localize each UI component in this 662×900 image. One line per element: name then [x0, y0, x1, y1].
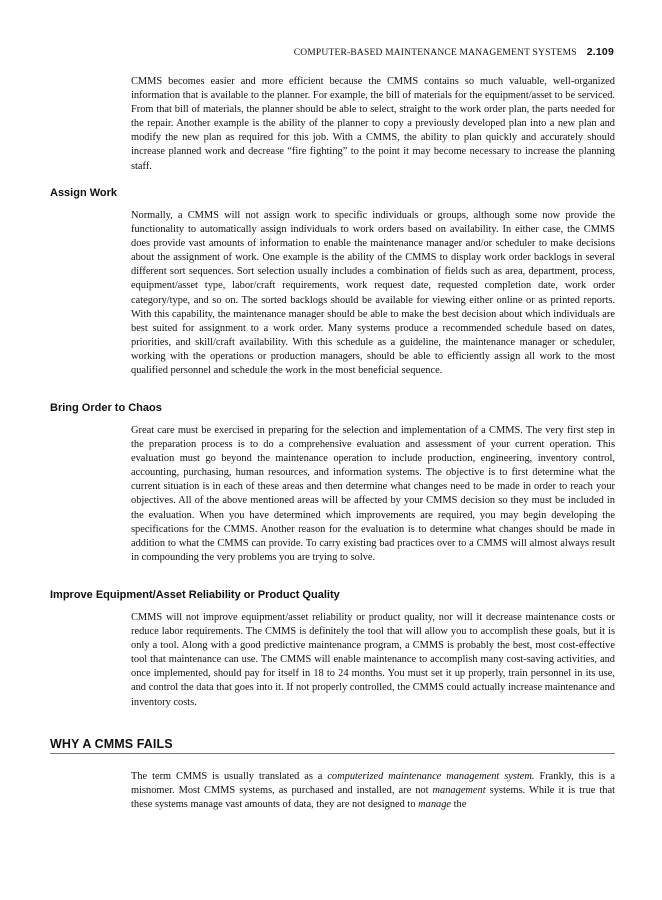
- why-fails-emphasis-3: manage: [418, 799, 452, 811]
- bring-order-text: Great care must be exercised in preparing for the selection and implementation of a CMMS. The very first step in the preparation process is to do a comprehensive evaluation and assessment of your current operation. This evaluation must go beyond the maintenance operation to include production, engineering, inventory control, accounting, purchasing, human resources, and information systems. The objective is to first determine what the current situation is in each of these areas and then determine what changes need to be made in order to reach your objectives. All of the above mentioned areas will be affected by your CMMS decision so they must be included in the evaluation. When you have determined which improvements are required, you may begin developing the specifications for the CMMS. Another reason for the evaluation is to determine what changes should be made in addition to what the CMMS can provide. To carry existing bad practices over to a CMMS will almost always result in compounding the very problems you are trying to solve.: [131, 425, 615, 563]
- section-rule: [50, 753, 615, 754]
- page-number: 2.109: [586, 46, 614, 58]
- intro-text: CMMS becomes easier and more efficient because the CMMS contains so much valuable, well-organized information that is available to the planner. For example, the bill of materials for the equipment/asset to be serviced. From that bill of materials, the planner should be able to select, straight to the work order plan, the parts needed for the repair. Another example is the ability of the planner to copy a previously developed plan into a new plan and modify the new plan as required for this job. With a CMMS, the ability to plan quickly and accurately should increase planned work and decrease “fire fighting” to the point it may become necessary to increase the planning staff.: [131, 76, 615, 172]
- why-fails-text: [131, 770, 615, 812]
- why-fails-paragraph: [131, 770, 615, 812]
- heading-bring-order-to-chaos: Bring Order to Chaos: [50, 402, 162, 414]
- why-fails-emphasis-1: computerized maintenance management system.: [327, 771, 535, 782]
- why-fails-text-3: systems. While it is true that these systems manage vast amounts of data, they are not designed to: [131, 785, 615, 811]
- bring-order-paragraph: [131, 424, 615, 565]
- why-fails-text-4: the: [451, 799, 467, 811]
- improve-reliability-paragraph: [131, 611, 615, 710]
- improve-reliability-text: CMMS will not improve equipment/asset reliability or product quality, nor will it decrease maintenance costs or reduce labor requirements. The CMMS is definitely the tool that will allow you to accomplish these goals, but it is only a tool. Along with a good predictive maintenance program, a CMMS is probably the best, most cost-effective tool that maintenance can use. The CMMS will enable maintenance to accomplish many cost-saving activities, and once implemented, should pay for itself in 18 to 24 months. You must set it up properly, train personnel in its use, and control the data that goes into it. If not properly controlled, the CMMS could actually increase maintenance and inventory costs.: [131, 612, 615, 708]
- why-fails-text-1: The term CMMS is usually translated as a: [131, 771, 328, 782]
- heading-why-a-cmms-fails: WHY A CMMS FAILS: [50, 737, 173, 751]
- heading-improve-reliability: Improve Equipment/Asset Reliability or Product Quality: [50, 589, 340, 601]
- running-head: [294, 46, 614, 58]
- why-fails-emphasis-2: management: [432, 785, 486, 797]
- why-fails-text-2: Frankly, this is a misnomer. Most CMMS systems, as purchased and installed, are not: [131, 771, 615, 797]
- intro-paragraph: [131, 75, 615, 174]
- heading-assign-work: Assign Work: [50, 187, 118, 199]
- assign-work-text: Normally, a CMMS will not assign work to specific individuals or groups, although some now provide the functionality to automatically assign individuals to work orders based on availability. In either case, the CMMS does provide vast amounts of information to enable the maintenance manager and/or scheduler to make decisions about the assignment of work. One example is the ability of the CMMS to display work order backlogs in several different sort sequences. Sort selection usually includes a combination of fields such as area, department, process, equipment/asset type, labor/craft requirements, work request date, requested completion date, work order category/type, and so on. The sorted backlogs should be available for viewing either online or as printed reports. With this capability, the maintenance manager should be able to make the best decision about which individuals are best suited for assignment to a work order. Many systems produce a recommended schedule based on dates, priorities, and skill/craft availability. With this schedule as a guideline, the maintenance manager or scheduler, working with the operations or production managers, should be able to efficiently assign all work to the most qualified personnel and schedule the work in the most beneficial sequence.: [131, 210, 615, 377]
- assign-work-paragraph: [131, 209, 615, 378]
- running-head-title: COMPUTER-BASED MAINTENANCE MANAGEMENT SYSTEMS: [293, 48, 577, 58]
